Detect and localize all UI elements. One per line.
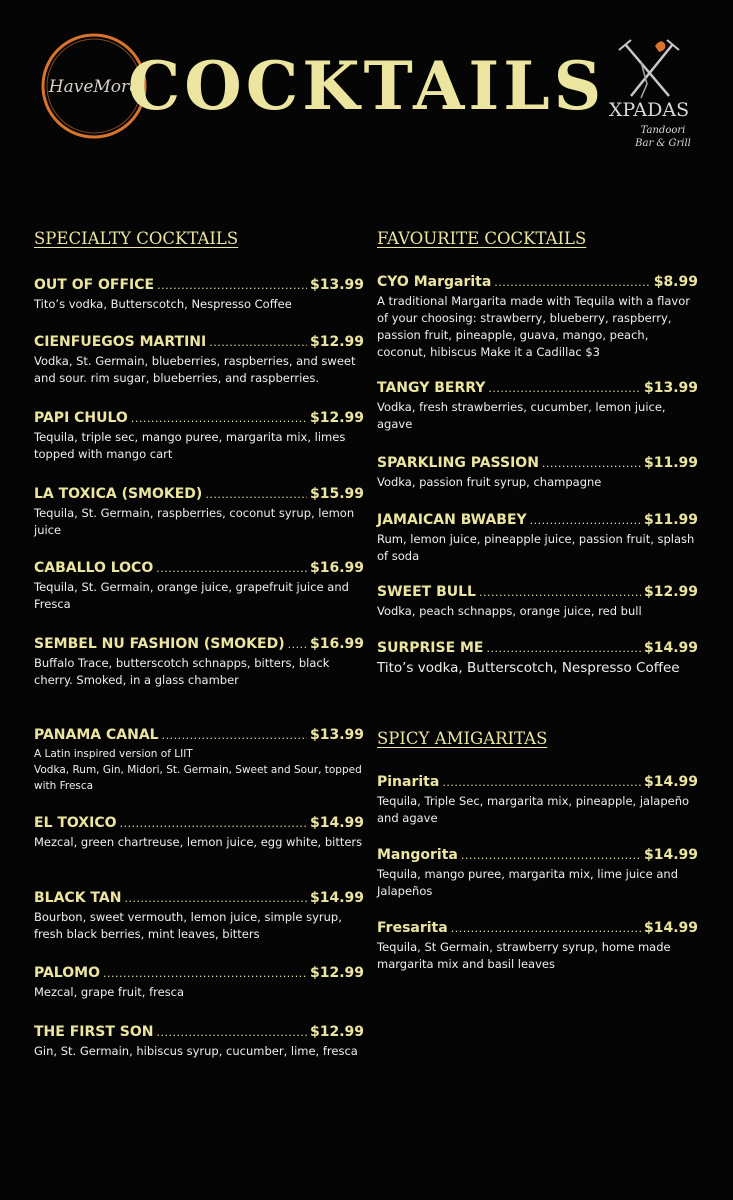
item-price: $13.99 [309, 727, 364, 743]
page-title: COCKTAILS [127, 47, 606, 125]
item-description: Tequila, St. Germain, orange juice, grapefruit juice and Fresca [34, 580, 349, 611]
spicy-section-title: SPICY AMIGARITAS [377, 729, 548, 748]
item-description: Tequila, St Germain, strawberry syrup, home made margarita mix and basil leaves [377, 940, 671, 971]
menu-item-cyo-margarita [377, 273, 698, 361]
dot-leader [156, 1024, 307, 1042]
item-price: $14.99 [643, 640, 698, 656]
item-description: A traditional Margarita made with Tequila with a flavor of your choosing: strawberry, blueberry, raspberry, passion fruit, pineapple, guava, mango, peach, coconut, hibiscus Make it a Cadillac $3 [377, 294, 690, 359]
item-name: CABALLO LOCO [34, 560, 154, 576]
item-name: SEMBEL NU FASHION (SMOKED) [34, 636, 285, 652]
item-price: $14.99 [643, 920, 698, 936]
item-price: $14.99 [643, 774, 698, 790]
dot-leader [442, 774, 641, 792]
xpadas-logo [597, 36, 707, 156]
item-price: $12.99 [309, 965, 364, 981]
item-description: Gin, St. Germain, hibiscus syrup, cucumber, lime, fresca [34, 1044, 358, 1058]
menu-item-panama-canal [34, 726, 364, 794]
menu-item-tangy-berry [377, 379, 698, 433]
menu-item-pinarita [377, 773, 698, 827]
item-name: PALOMO [34, 965, 100, 981]
item-name: Pinarita [377, 774, 440, 790]
item-price: $14.99 [309, 890, 364, 906]
menu-item-sweet-bull [377, 583, 698, 620]
item-description: Bourbon, sweet vermouth, lemon juice, simple syrup, fresh black berries, mint leaves, bitters [34, 910, 342, 941]
item-description: Vodka, passion fruit syrup, champagne [377, 475, 602, 489]
xpadas-logo-subtitle2: Bar & Grill [635, 138, 691, 149]
item-description: Vodka, fresh strawberries, cucumber, lemon juice, agave [377, 400, 666, 431]
dot-leader [542, 455, 641, 473]
item-description: Mezcal, green chartreuse, lemon juice, egg white, bitters [34, 835, 363, 849]
item-price: $12.99 [309, 334, 364, 350]
dot-leader [157, 277, 307, 295]
dot-leader [461, 847, 641, 865]
dot-leader [288, 636, 307, 654]
item-name: EL TOXICO [34, 815, 117, 831]
dot-leader [131, 410, 307, 428]
item-name: PAPI CHULO [34, 410, 128, 426]
dot-leader [488, 380, 641, 398]
item-price: $14.99 [309, 815, 364, 831]
menu-item-el-toxico [34, 814, 364, 851]
item-price: $14.99 [643, 847, 698, 863]
item-description: Tequila, St. Germain, raspberries, coconut syrup, lemon juice [34, 506, 355, 537]
item-name: Fresarita [377, 920, 448, 936]
item-price: $13.99 [643, 380, 698, 396]
dot-leader [530, 512, 641, 530]
menu-item-black-tan [34, 889, 364, 943]
dot-leader [156, 560, 307, 578]
item-price: $8.99 [653, 274, 698, 290]
item-description: Tequila, Triple Sec, margarita mix, pineapple, jalapeño and agave [377, 794, 690, 825]
item-price: $12.99 [309, 1024, 364, 1040]
item-name: CYO Margarita [377, 274, 492, 290]
menu-item-jamaican-bwabey [377, 511, 698, 565]
item-description-line2: Vodka, Rum, Gin, Midori, St. Germain, Sweet and Sour, topped with Fresca [34, 764, 362, 792]
item-name: SPARKLING PASSION [377, 455, 539, 471]
menu-item-la-toxica [34, 485, 364, 539]
item-name: SWEET BULL [377, 584, 476, 600]
havemore-logo-text: HaveMore [48, 77, 140, 97]
dot-leader [487, 640, 641, 658]
xpadas-logo-name: XPADAS [608, 99, 690, 121]
menu-item-caballo-loco [34, 559, 364, 613]
item-description: A Latin inspired version of LIIT [34, 748, 193, 760]
item-price: $11.99 [643, 455, 698, 471]
item-name: Mangorita [377, 847, 458, 863]
dot-leader [479, 584, 641, 602]
item-name: LA TOXICA (SMOKED) [34, 486, 203, 502]
favourite-section-title: FAVOURITE COCKTAILS [377, 229, 587, 248]
dot-leader [162, 727, 307, 745]
dot-leader [451, 920, 641, 938]
item-description: Tequila, mango puree, margarita mix, lime juice and Jalapeños [377, 867, 678, 898]
item-description: Tito’s vodka, Butterscotch, Nespresso Coffee [377, 660, 680, 676]
dot-leader [120, 815, 307, 833]
item-name: OUT OF OFFICE [34, 277, 155, 293]
item-description: Vodka, peach schnapps, orange juice, red bull [377, 604, 642, 618]
dot-leader [103, 965, 307, 983]
dot-leader [209, 334, 307, 352]
item-name: SURPRISE ME [377, 640, 484, 656]
item-description: Tequila, triple sec, mango puree, margarita mix, limes topped with mango cart [34, 430, 346, 461]
item-name: THE FIRST SON [34, 1024, 154, 1040]
menu-item-papi-chulo [34, 409, 364, 463]
menu-item-sparkling-passion [377, 454, 698, 491]
item-price: $16.99 [309, 560, 364, 576]
item-price: $16.99 [309, 636, 364, 652]
dot-leader [205, 486, 307, 504]
item-price: $12.99 [643, 584, 698, 600]
menu-item-cienfuegos-martini [34, 333, 364, 387]
xpadas-logo-subtitle1: Tandoori [640, 125, 686, 136]
item-name: BLACK TAN [34, 890, 122, 906]
item-description: Buffalo Trace, butterscotch schnapps, bitters, black cherry. Smoked, in a glass chamber [34, 656, 330, 687]
specialty-section-title: SPECIALTY COCKTAILS [34, 229, 239, 248]
item-price: $13.99 [309, 277, 364, 293]
menu-item-fresarita [377, 919, 698, 973]
item-description: Rum, lemon juice, pineapple juice, passion fruit, splash of soda [377, 532, 695, 563]
menu-item-surprise-me [377, 639, 698, 678]
item-name: PANAMA CANAL [34, 727, 159, 743]
menu-item-out-of-office [34, 276, 364, 313]
item-price: $11.99 [643, 512, 698, 528]
dot-leader [494, 274, 650, 292]
item-description: Mezcal, grape fruit, fresca [34, 985, 185, 999]
crossed-swords-logo-icon [597, 36, 707, 156]
menu-item-sembel-nu-fashion [34, 635, 364, 689]
item-description: Tito’s vodka, Butterscotch, Nespresso Coffee [34, 297, 292, 311]
menu-item-the-first-son [34, 1023, 364, 1060]
menu-item-mangorita [377, 846, 698, 900]
dot-leader [124, 890, 307, 908]
item-name: CIENFUEGOS MARTINI [34, 334, 207, 350]
menu-item-palomo [34, 964, 364, 1001]
item-price: $15.99 [309, 486, 364, 502]
item-name: JAMAICAN BWABEY [377, 512, 527, 528]
item-description: Vodka, St. Germain, blueberries, raspberries, and sweet and sour. rim sugar, blueberries, and raspberries. [34, 354, 356, 385]
item-name: TANGY BERRY [377, 380, 486, 396]
item-price: $12.99 [309, 410, 364, 426]
